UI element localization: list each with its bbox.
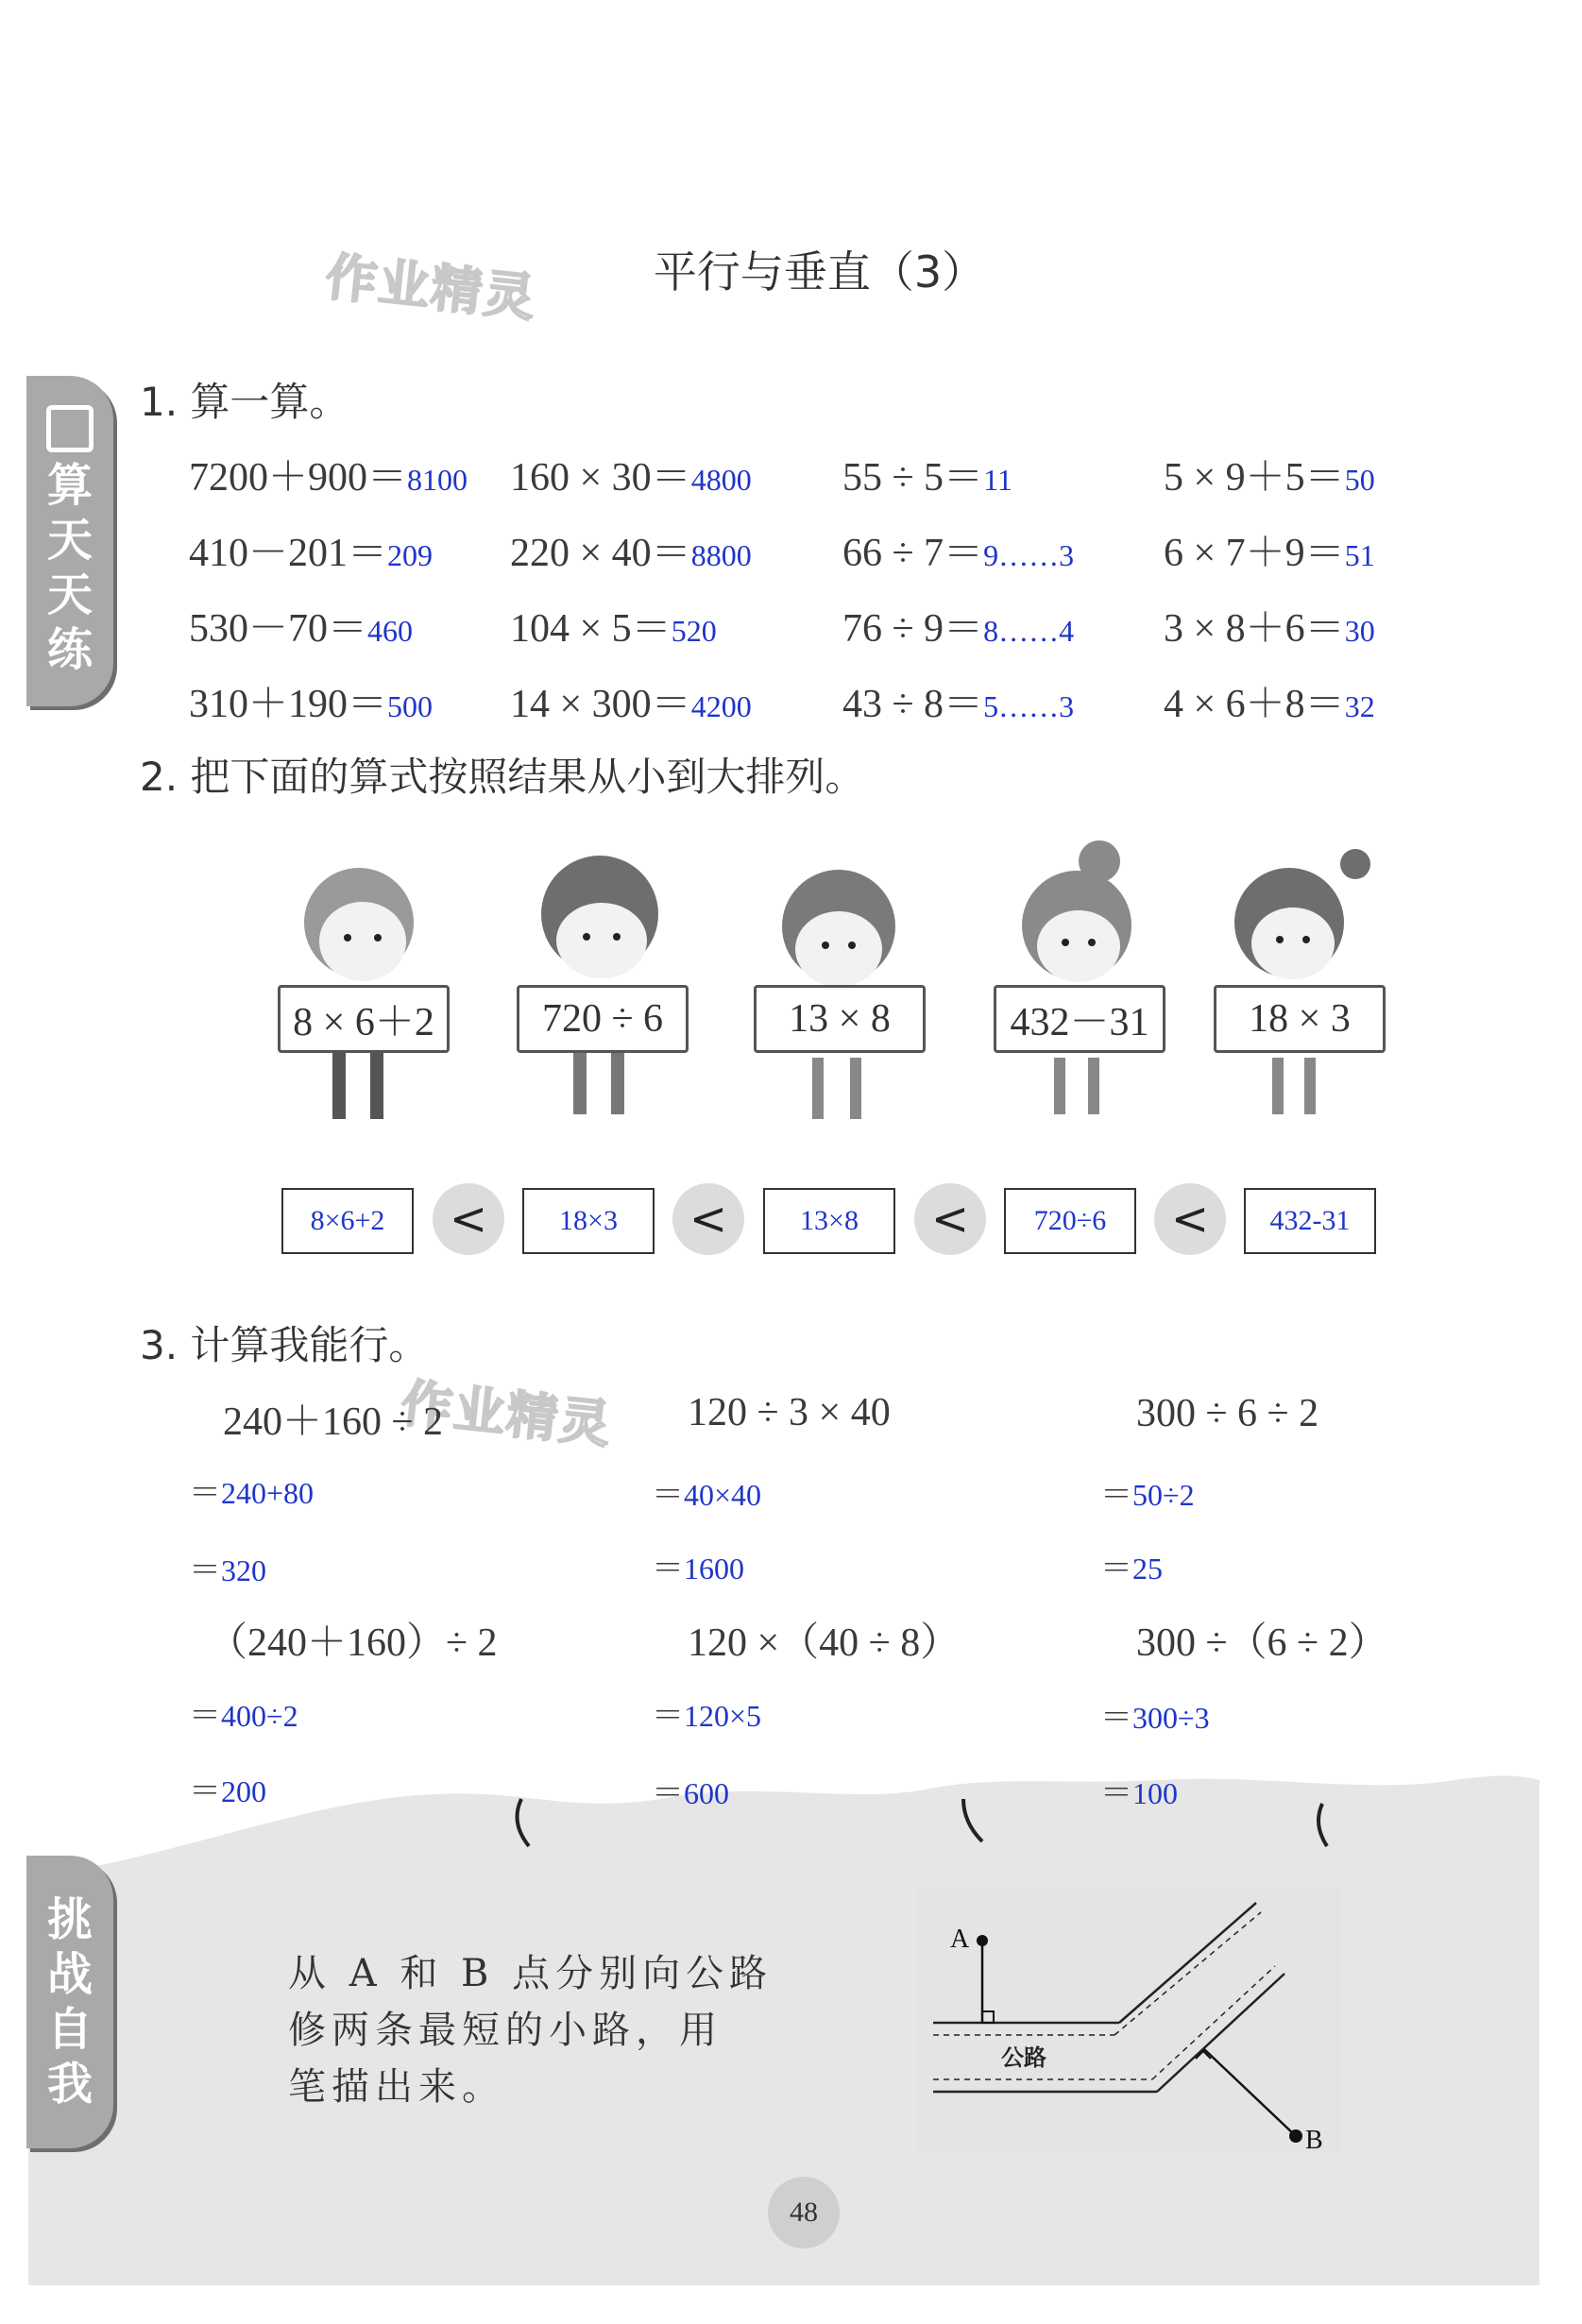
calc-step: ＝240+80: [189, 1476, 315, 1511]
calc-item: 310＋190＝500: [189, 683, 434, 726]
point-a-label: A: [950, 1925, 970, 1954]
section1-heading: 1. 算一算。: [140, 379, 349, 425]
answer: 30: [1344, 614, 1375, 648]
calc-step: ＝50÷2: [1100, 1478, 1195, 1513]
answer: 240+80: [221, 1476, 315, 1510]
calc-item: 410－201＝209: [189, 532, 434, 575]
calc-item: 14 × 300＝4200: [510, 683, 752, 726]
calc-step: ＝300÷3: [1100, 1701, 1210, 1736]
answer: 460: [367, 614, 414, 648]
kid-girl-3: [1214, 845, 1393, 1128]
calc-problem: 240＋160 ÷ 2: [223, 1400, 444, 1444]
answer: 4800: [690, 463, 752, 497]
calc-step: ＝600: [652, 1776, 729, 1811]
kid-board: 8 × 6＋2: [278, 985, 450, 1053]
tab-char: 战: [46, 1948, 93, 2001]
order-box: 13×8: [763, 1188, 895, 1254]
answer: 8……4: [983, 614, 1075, 648]
calc-item: 7200＋900＝8100: [189, 456, 468, 500]
road-figure: [916, 1889, 1341, 2153]
calc-step: ＝40×40: [652, 1478, 762, 1513]
answer: 9……3: [983, 538, 1075, 572]
point-b-label: B: [1305, 2126, 1323, 2153]
answer: 100: [1132, 1776, 1178, 1810]
calc-item: 530－70＝460: [189, 607, 414, 651]
calc-item: 6 × 7＋9＝51: [1164, 532, 1375, 575]
tab-char: 练: [46, 623, 93, 676]
calc-step: ＝120×5: [652, 1699, 762, 1734]
kid-board: 432－31: [994, 985, 1165, 1053]
tab-char: 算: [46, 459, 93, 512]
calc-item: 76 ÷ 9＝8……4: [842, 607, 1075, 651]
page-title: 平行与垂直（3）: [653, 246, 986, 297]
tab-char: 天: [46, 514, 93, 567]
answer: 8100: [407, 463, 468, 497]
section3-heading: 3. 计算我能行。: [140, 1322, 429, 1368]
less-than-sign: <: [914, 1183, 986, 1255]
calc-problem: 300 ÷ 6 ÷ 2: [1136, 1392, 1319, 1435]
answer: 50: [1344, 463, 1375, 497]
kid-board: 13 × 8: [754, 985, 926, 1053]
answer: 120×5: [684, 1699, 762, 1733]
calc-problem: 120 ×（40 ÷ 8）: [688, 1621, 961, 1665]
calc-step: ＝1600: [652, 1552, 744, 1586]
kid-board: 18 × 3: [1214, 985, 1386, 1053]
page-number: 48: [768, 2177, 840, 2248]
tab-char: 挑: [46, 1893, 93, 1946]
answer: 200: [221, 1774, 266, 1808]
answer: 209: [387, 538, 434, 572]
kid-board: 720 ÷ 6: [517, 985, 689, 1053]
answer: 51: [1344, 538, 1375, 572]
answer: 500: [387, 689, 434, 723]
answer: 520: [671, 614, 717, 648]
side-tab-challenge: [26, 1856, 113, 2148]
answer: 320: [221, 1553, 266, 1587]
side-tab-daily-practice: [26, 376, 113, 706]
kid-girl-2: [994, 840, 1173, 1124]
calc-step: ＝400÷2: [189, 1699, 298, 1734]
answer: 4200: [690, 689, 752, 723]
calc-step: ＝100: [1100, 1776, 1178, 1811]
answer: 600: [684, 1776, 729, 1810]
calc-item: 5 × 9＋5＝50: [1164, 456, 1375, 500]
order-box: 8×6+2: [281, 1188, 414, 1254]
challenge-text: [288, 1945, 773, 2115]
challenge-line: 笔描出来。: [288, 2065, 505, 2109]
answer: 1600: [684, 1552, 744, 1586]
tab-char: [46, 405, 94, 452]
calc-problem: 300 ÷（6 ÷ 2）: [1136, 1621, 1388, 1665]
calc-item: 66 ÷ 7＝9……3: [842, 532, 1075, 575]
challenge-line: 从 A 和 B 点分别向公路: [288, 1952, 774, 1995]
calc-item: 104 × 5＝520: [510, 607, 717, 651]
watermark: 作业精灵: [322, 246, 540, 329]
calc-item: 220 × 40＝8800: [510, 532, 752, 575]
answer: 50÷2: [1132, 1478, 1195, 1512]
calc-item: 3 × 8＋6＝30: [1164, 607, 1375, 651]
tab-char: 我: [46, 2058, 93, 2111]
less-than-sign: <: [433, 1183, 504, 1255]
less-than-sign: <: [1154, 1183, 1226, 1255]
kid-boy-2: [515, 850, 694, 1133]
answer: 32: [1344, 689, 1375, 723]
answer: 300÷3: [1132, 1701, 1210, 1735]
less-than-sign: <: [672, 1183, 744, 1255]
order-box: 18×3: [522, 1188, 655, 1254]
watermark: 作业精灵: [398, 1373, 616, 1455]
answer: 400÷2: [221, 1699, 298, 1733]
calc-step: ＝200: [189, 1774, 266, 1809]
answer: 5……3: [983, 689, 1075, 723]
order-box: 432-31: [1244, 1188, 1376, 1254]
calc-problem: 120 ÷ 3 × 40: [688, 1391, 891, 1434]
kid-girl-1: [752, 855, 931, 1138]
challenge-line: 修两条最短的小路，用: [288, 2009, 723, 2052]
answer: 40×40: [684, 1478, 762, 1512]
section2-heading: 2. 把下面的算式按照结果从小到大排列。: [140, 754, 865, 800]
calc-item: 55 ÷ 5＝11: [842, 456, 1012, 500]
calc-step: ＝320: [189, 1553, 266, 1588]
calc-item: 43 ÷ 8＝5……3: [842, 683, 1075, 726]
calc-item: 4 × 6＋8＝32: [1164, 683, 1375, 726]
calc-step: ＝25: [1100, 1552, 1163, 1586]
calc-problem: （240＋160）÷ 2: [208, 1621, 498, 1665]
answer: 8800: [690, 538, 752, 572]
calc-item: 160 × 30＝4800: [510, 456, 752, 500]
order-box: 720÷6: [1004, 1188, 1136, 1254]
kid-boy-1: [276, 855, 455, 1138]
answer: 25: [1132, 1552, 1163, 1586]
answer: 11: [983, 463, 1012, 497]
road-diagram: [916, 1889, 1341, 2153]
tab-char: 自: [46, 2003, 93, 2056]
tab-char: 天: [46, 568, 93, 621]
road-label: 公路: [1001, 2044, 1046, 2071]
